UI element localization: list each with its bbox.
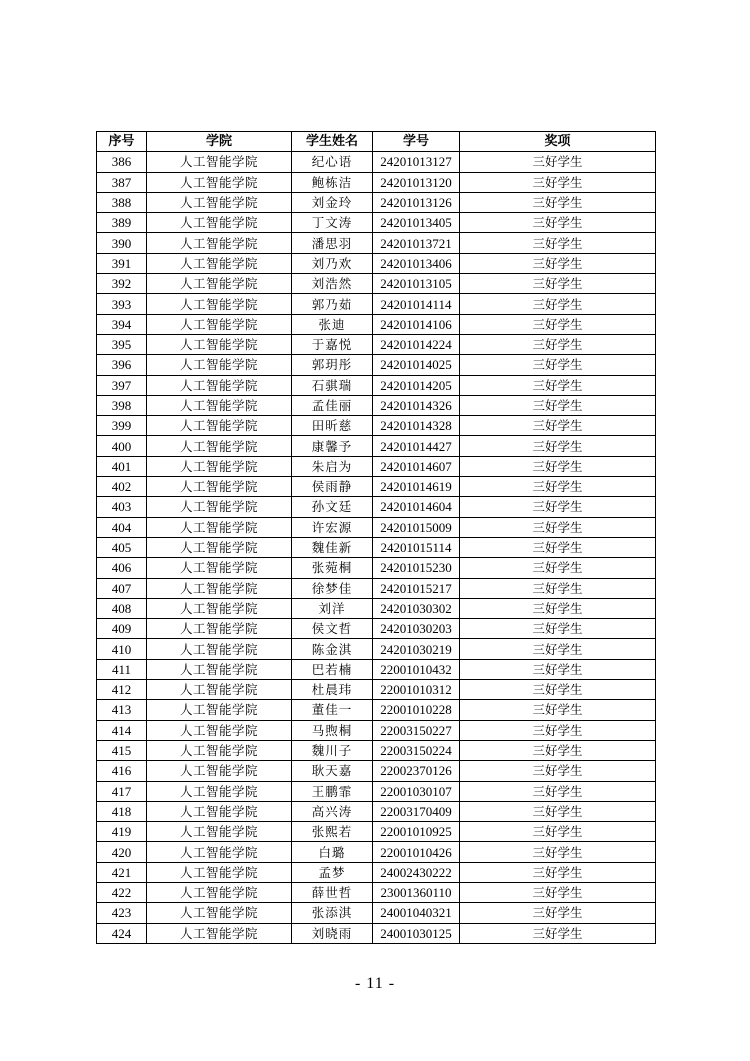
- college-cell: 人工智能学院: [147, 639, 292, 659]
- student-name-cell: 高兴涛: [292, 801, 373, 821]
- table-row: [97, 192, 656, 212]
- table-row: [97, 274, 656, 294]
- table-row: [97, 456, 656, 476]
- serial-cell: 404: [97, 517, 147, 537]
- serial-cell: 400: [97, 436, 147, 456]
- student-name-cell: 张菀桐: [292, 558, 373, 578]
- student-id-cell: 22001010432: [373, 659, 460, 679]
- serial-cell: 414: [97, 720, 147, 740]
- college-cell: 人工智能学院: [147, 375, 292, 395]
- table-header-row: [97, 132, 656, 152]
- award-cell: 三好学生: [460, 436, 656, 456]
- table-row: [97, 253, 656, 273]
- student-id-cell: 24201013127: [373, 152, 460, 172]
- student-id-cell: 24201013126: [373, 192, 460, 212]
- serial-cell: 395: [97, 334, 147, 354]
- student-id-cell: 24201014607: [373, 456, 460, 476]
- student-id-cell: 24201014326: [373, 395, 460, 415]
- serial-cell: 406: [97, 558, 147, 578]
- table-row: [97, 294, 656, 314]
- student-id-cell: 22001010228: [373, 700, 460, 720]
- serial-cell: 398: [97, 395, 147, 415]
- serial-cell: 401: [97, 456, 147, 476]
- award-cell: 三好学生: [460, 680, 656, 700]
- student-name-cell: 耿天嘉: [292, 761, 373, 781]
- student-name-cell: 董佳一: [292, 700, 373, 720]
- college-cell: 人工智能学院: [147, 436, 292, 456]
- serial-cell: 402: [97, 477, 147, 497]
- award-cell: 三好学生: [460, 659, 656, 679]
- award-cell: 三好学生: [460, 253, 656, 273]
- student-id-cell: 24201015114: [373, 537, 460, 557]
- student-id-cell: 22003150227: [373, 720, 460, 740]
- serial-cell: 403: [97, 497, 147, 517]
- student-id-cell: 24201014604: [373, 497, 460, 517]
- table-row: [97, 639, 656, 659]
- award-cell: 三好学生: [460, 598, 656, 618]
- college-cell: 人工智能学院: [147, 578, 292, 598]
- college-cell: 人工智能学院: [147, 720, 292, 740]
- student-name-cell: 郭玥彤: [292, 355, 373, 375]
- award-cell: 三好学生: [460, 355, 656, 375]
- award-cell: 三好学生: [460, 517, 656, 537]
- serial-cell: 387: [97, 172, 147, 192]
- student-id-cell: 22001010426: [373, 842, 460, 862]
- table-row: [97, 781, 656, 801]
- student-id-cell: 24201013105: [373, 274, 460, 294]
- college-cell: 人工智能学院: [147, 172, 292, 192]
- award-list-table: [96, 131, 656, 944]
- student-id-cell: 24201015009: [373, 517, 460, 537]
- student-name-cell: 许宏源: [292, 517, 373, 537]
- award-cell: 三好学生: [460, 477, 656, 497]
- header-student-name: 学生姓名: [292, 132, 373, 152]
- award-cell: 三好学生: [460, 152, 656, 172]
- student-id-cell: 22002370126: [373, 761, 460, 781]
- award-cell: 三好学生: [460, 842, 656, 862]
- award-cell: 三好学生: [460, 497, 656, 517]
- serial-cell: 415: [97, 740, 147, 760]
- college-cell: 人工智能学院: [147, 497, 292, 517]
- serial-cell: 390: [97, 233, 147, 253]
- table-row: [97, 334, 656, 354]
- student-name-cell: 孟梦: [292, 862, 373, 882]
- serial-cell: 396: [97, 355, 147, 375]
- student-name-cell: 潘思羽: [292, 233, 373, 253]
- award-cell: 三好学生: [460, 862, 656, 882]
- table-row: [97, 213, 656, 233]
- student-id-cell: 24201014328: [373, 416, 460, 436]
- college-cell: 人工智能学院: [147, 781, 292, 801]
- serial-cell: 420: [97, 842, 147, 862]
- page-number: - 11 -: [354, 975, 396, 992]
- serial-cell: 410: [97, 639, 147, 659]
- serial-cell: 416: [97, 761, 147, 781]
- award-cell: 三好学生: [460, 233, 656, 253]
- serial-cell: 413: [97, 700, 147, 720]
- student-id-cell: 23001360110: [373, 882, 460, 902]
- student-name-cell: 张熙若: [292, 822, 373, 842]
- student-id-cell: 24201014114: [373, 294, 460, 314]
- college-cell: 人工智能学院: [147, 862, 292, 882]
- table-row: [97, 619, 656, 639]
- student-name-cell: 张添淇: [292, 903, 373, 923]
- student-name-cell: 巴若楠: [292, 659, 373, 679]
- header-student-id: 学号: [373, 132, 460, 152]
- table-row: [97, 355, 656, 375]
- student-name-cell: 郭乃茹: [292, 294, 373, 314]
- student-name-cell: 石骐瑞: [292, 375, 373, 395]
- serial-cell: 391: [97, 253, 147, 273]
- student-id-cell: 24201015217: [373, 578, 460, 598]
- table-row: [97, 558, 656, 578]
- student-name-cell: 陈金淇: [292, 639, 373, 659]
- student-id-cell: 24002430222: [373, 862, 460, 882]
- student-name-cell: 刘乃欢: [292, 253, 373, 273]
- college-cell: 人工智能学院: [147, 903, 292, 923]
- college-cell: 人工智能学院: [147, 801, 292, 821]
- table-row: [97, 903, 656, 923]
- table-row: [97, 416, 656, 436]
- student-name-cell: 侯文哲: [292, 619, 373, 639]
- student-id-cell: 24201030219: [373, 639, 460, 659]
- table-row: [97, 740, 656, 760]
- college-cell: 人工智能学院: [147, 923, 292, 943]
- student-id-cell: 24201014619: [373, 477, 460, 497]
- college-cell: 人工智能学院: [147, 395, 292, 415]
- award-cell: 三好学生: [460, 375, 656, 395]
- serial-cell: 419: [97, 822, 147, 842]
- college-cell: 人工智能学院: [147, 253, 292, 273]
- award-cell: 三好学生: [460, 274, 656, 294]
- college-cell: 人工智能学院: [147, 882, 292, 902]
- college-cell: 人工智能学院: [147, 517, 292, 537]
- student-name-cell: 朱启为: [292, 456, 373, 476]
- college-cell: 人工智能学院: [147, 740, 292, 760]
- student-name-cell: 魏川子: [292, 740, 373, 760]
- student-id-cell: 22001030107: [373, 781, 460, 801]
- table-row: [97, 700, 656, 720]
- serial-cell: 421: [97, 862, 147, 882]
- table-body: [97, 152, 656, 944]
- student-name-cell: 薛世哲: [292, 882, 373, 902]
- table-row: [97, 477, 656, 497]
- student-name-cell: 魏佳新: [292, 537, 373, 557]
- student-name-cell: 刘洋: [292, 598, 373, 618]
- serial-cell: 392: [97, 274, 147, 294]
- award-cell: 三好学生: [460, 294, 656, 314]
- award-cell: 三好学生: [460, 395, 656, 415]
- serial-cell: 388: [97, 192, 147, 212]
- college-cell: 人工智能学院: [147, 192, 292, 212]
- student-id-cell: 22001010312: [373, 680, 460, 700]
- table-row: [97, 233, 656, 253]
- award-cell: 三好学生: [460, 558, 656, 578]
- serial-cell: 397: [97, 375, 147, 395]
- serial-cell: 389: [97, 213, 147, 233]
- student-id-cell: 24201013405: [373, 213, 460, 233]
- table-row: [97, 172, 656, 192]
- student-id-cell: 24201014106: [373, 314, 460, 334]
- serial-cell: 394: [97, 314, 147, 334]
- student-name-cell: 鲍栋洁: [292, 172, 373, 192]
- table-row: [97, 578, 656, 598]
- serial-cell: 405: [97, 537, 147, 557]
- award-cell: 三好学生: [460, 416, 656, 436]
- award-cell: 三好学生: [460, 192, 656, 212]
- student-name-cell: 纪心语: [292, 152, 373, 172]
- student-id-cell: 24001040321: [373, 903, 460, 923]
- student-name-cell: 白璐: [292, 842, 373, 862]
- award-cell: 三好学生: [460, 537, 656, 557]
- table-row: [97, 923, 656, 943]
- table-row: [97, 680, 656, 700]
- student-name-cell: 刘浩然: [292, 274, 373, 294]
- college-cell: 人工智能学院: [147, 294, 292, 314]
- college-cell: 人工智能学院: [147, 416, 292, 436]
- student-id-cell: 22001010925: [373, 822, 460, 842]
- student-name-cell: 杜晨玮: [292, 680, 373, 700]
- table-row: [97, 761, 656, 781]
- college-cell: 人工智能学院: [147, 456, 292, 476]
- student-id-cell: 24201030302: [373, 598, 460, 618]
- college-cell: 人工智能学院: [147, 822, 292, 842]
- table-row: [97, 152, 656, 172]
- award-cell: 三好学生: [460, 822, 656, 842]
- award-cell: 三好学生: [460, 720, 656, 740]
- college-cell: 人工智能学院: [147, 598, 292, 618]
- college-cell: 人工智能学院: [147, 274, 292, 294]
- college-cell: 人工智能学院: [147, 334, 292, 354]
- serial-cell: 411: [97, 659, 147, 679]
- table-row: [97, 842, 656, 862]
- college-cell: 人工智能学院: [147, 152, 292, 172]
- student-name-cell: 于嘉悦: [292, 334, 373, 354]
- award-cell: 三好学生: [460, 903, 656, 923]
- table-row: [97, 537, 656, 557]
- table-row: [97, 436, 656, 456]
- award-cell: 三好学生: [460, 801, 656, 821]
- serial-cell: 399: [97, 416, 147, 436]
- award-cell: 三好学生: [460, 213, 656, 233]
- college-cell: 人工智能学院: [147, 619, 292, 639]
- student-name-cell: 侯雨静: [292, 477, 373, 497]
- student-id-cell: 24001030125: [373, 923, 460, 943]
- student-name-cell: 王鹏霏: [292, 781, 373, 801]
- college-cell: 人工智能学院: [147, 680, 292, 700]
- serial-cell: 386: [97, 152, 147, 172]
- student-name-cell: 张迪: [292, 314, 373, 334]
- serial-cell: 408: [97, 598, 147, 618]
- award-cell: 三好学生: [460, 314, 656, 334]
- award-cell: 三好学生: [460, 761, 656, 781]
- table-row: [97, 822, 656, 842]
- student-name-cell: 徐梦佳: [292, 578, 373, 598]
- table-row: [97, 659, 656, 679]
- college-cell: 人工智能学院: [147, 761, 292, 781]
- table-row: [97, 882, 656, 902]
- serial-cell: 393: [97, 294, 147, 314]
- award-cell: 三好学生: [460, 619, 656, 639]
- student-name-cell: 孙文廷: [292, 497, 373, 517]
- student-id-cell: 22003170409: [373, 801, 460, 821]
- award-cell: 三好学生: [460, 740, 656, 760]
- college-cell: 人工智能学院: [147, 537, 292, 557]
- college-cell: 人工智能学院: [147, 477, 292, 497]
- student-id-cell: 24201013406: [373, 253, 460, 273]
- serial-cell: 424: [97, 923, 147, 943]
- serial-cell: 409: [97, 619, 147, 639]
- student-id-cell: 24201014224: [373, 334, 460, 354]
- college-cell: 人工智能学院: [147, 355, 292, 375]
- table-row: [97, 497, 656, 517]
- award-cell: 三好学生: [460, 781, 656, 801]
- award-cell: 三好学生: [460, 700, 656, 720]
- award-cell: 三好学生: [460, 172, 656, 192]
- student-name-cell: 康馨予: [292, 436, 373, 456]
- student-name-cell: 马煦桐: [292, 720, 373, 740]
- table-row: [97, 375, 656, 395]
- student-id-cell: 24201014427: [373, 436, 460, 456]
- college-cell: 人工智能学院: [147, 558, 292, 578]
- student-id-cell: 22003150224: [373, 740, 460, 760]
- college-cell: 人工智能学院: [147, 314, 292, 334]
- table-row: [97, 801, 656, 821]
- student-id-cell: 24201013721: [373, 233, 460, 253]
- serial-cell: 418: [97, 801, 147, 821]
- table-row: [97, 395, 656, 415]
- college-cell: 人工智能学院: [147, 213, 292, 233]
- award-cell: 三好学生: [460, 456, 656, 476]
- header-serial: 序号: [97, 132, 147, 152]
- college-cell: 人工智能学院: [147, 842, 292, 862]
- serial-cell: 423: [97, 903, 147, 923]
- header-award: 奖项: [460, 132, 656, 152]
- award-cell: 三好学生: [460, 639, 656, 659]
- serial-cell: 422: [97, 882, 147, 902]
- college-cell: 人工智能学院: [147, 700, 292, 720]
- college-cell: 人工智能学院: [147, 233, 292, 253]
- table-row: [97, 517, 656, 537]
- header-college: 学院: [147, 132, 292, 152]
- student-name-cell: 刘晓雨: [292, 923, 373, 943]
- serial-cell: 407: [97, 578, 147, 598]
- student-id-cell: 24201013120: [373, 172, 460, 192]
- award-cell: 三好学生: [460, 334, 656, 354]
- award-cell: 三好学生: [460, 882, 656, 902]
- table-row: [97, 862, 656, 882]
- award-cell: 三好学生: [460, 923, 656, 943]
- student-name-cell: 丁文涛: [292, 213, 373, 233]
- serial-cell: 417: [97, 781, 147, 801]
- student-name-cell: 孟佳丽: [292, 395, 373, 415]
- serial-cell: 412: [97, 680, 147, 700]
- student-id-cell: 24201014205: [373, 375, 460, 395]
- table-row: [97, 314, 656, 334]
- student-id-cell: 24201014025: [373, 355, 460, 375]
- student-name-cell: 刘金玲: [292, 192, 373, 212]
- student-id-cell: 24201015230: [373, 558, 460, 578]
- award-cell: 三好学生: [460, 578, 656, 598]
- student-id-cell: 24201030203: [373, 619, 460, 639]
- table-row: [97, 598, 656, 618]
- college-cell: 人工智能学院: [147, 659, 292, 679]
- table-row: [97, 720, 656, 740]
- student-name-cell: 田昕慈: [292, 416, 373, 436]
